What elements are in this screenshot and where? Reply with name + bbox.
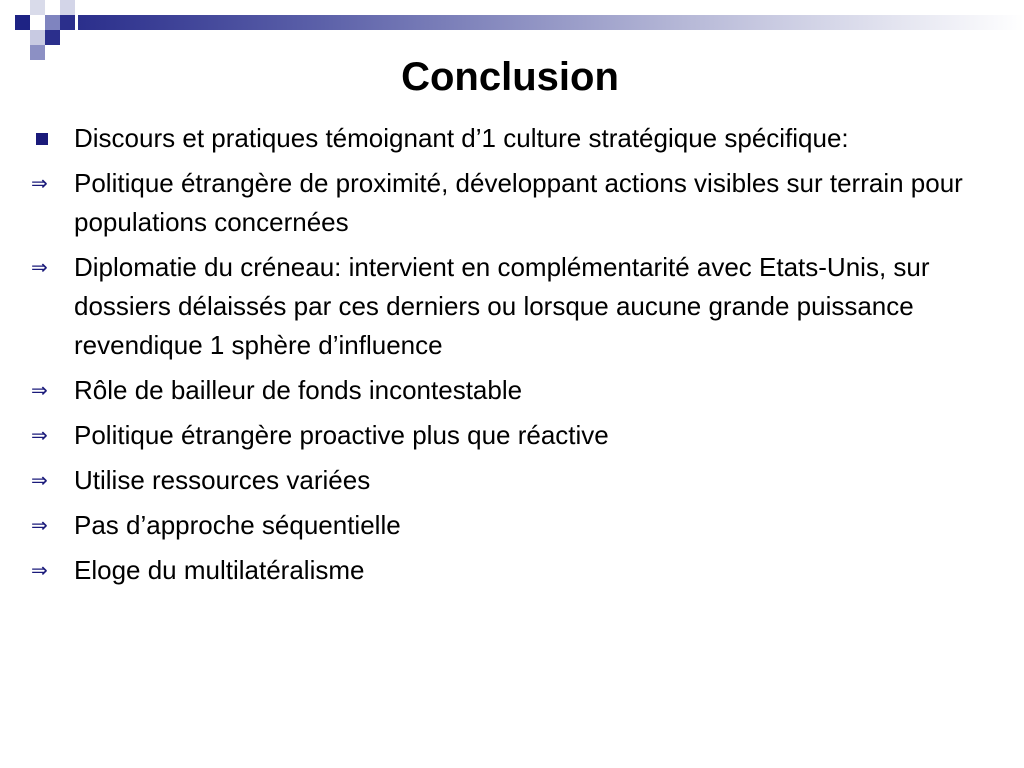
list-item — [28, 248, 993, 365]
list-item-text: Eloge du multilatéralisme — [74, 555, 365, 585]
decor-square-icon — [60, 15, 75, 30]
list-item — [28, 164, 993, 242]
double-arrow-icon: ⇒ — [31, 423, 48, 447]
list-item-text: Politique étrangère proactive plus que réactive — [74, 420, 609, 450]
double-arrow-icon: ⇒ — [31, 378, 48, 402]
list-item — [28, 461, 993, 500]
double-arrow-icon: ⇒ — [31, 513, 48, 537]
decor-square-icon — [45, 15, 60, 30]
list-item-text: Politique étrangère de proximité, développant actions visibles sur terrain pour populations concernées — [74, 168, 963, 237]
header-gradient-band — [78, 15, 1024, 30]
list-item — [28, 416, 993, 455]
list-item — [28, 119, 993, 158]
double-arrow-icon: ⇒ — [31, 468, 48, 492]
list-item — [28, 371, 993, 410]
list-item-text: Diplomatie du créneau: intervient en complémentarité avec Etats-Unis, sur dossiers délaissés par ces derniers ou lorsque aucune grande puissance revendique 1 sphère d’influence — [74, 252, 930, 360]
decor-square-icon — [30, 30, 45, 45]
decor-square-icon — [45, 30, 60, 45]
double-arrow-icon: ⇒ — [31, 171, 48, 195]
list-item — [28, 506, 993, 545]
bullet-list — [28, 119, 993, 596]
square-bullet-icon — [36, 133, 48, 145]
decor-square-icon — [60, 0, 75, 15]
list-item-text: Discours et pratiques témoignant d’1 culture stratégique spécifique: — [74, 123, 849, 153]
list-item-text: Rôle de bailleur de fonds incontestable — [74, 375, 523, 405]
list-item-text: Pas d’approche séquentielle — [74, 510, 401, 540]
double-arrow-icon: ⇒ — [31, 255, 48, 279]
slide-title: Conclusion — [401, 55, 619, 99]
decor-square-icon — [30, 0, 45, 15]
double-arrow-icon: ⇒ — [31, 558, 48, 582]
decor-square-icon — [15, 15, 30, 30]
list-item-text: Utilise ressources variées — [74, 465, 371, 495]
list-item — [28, 551, 993, 590]
